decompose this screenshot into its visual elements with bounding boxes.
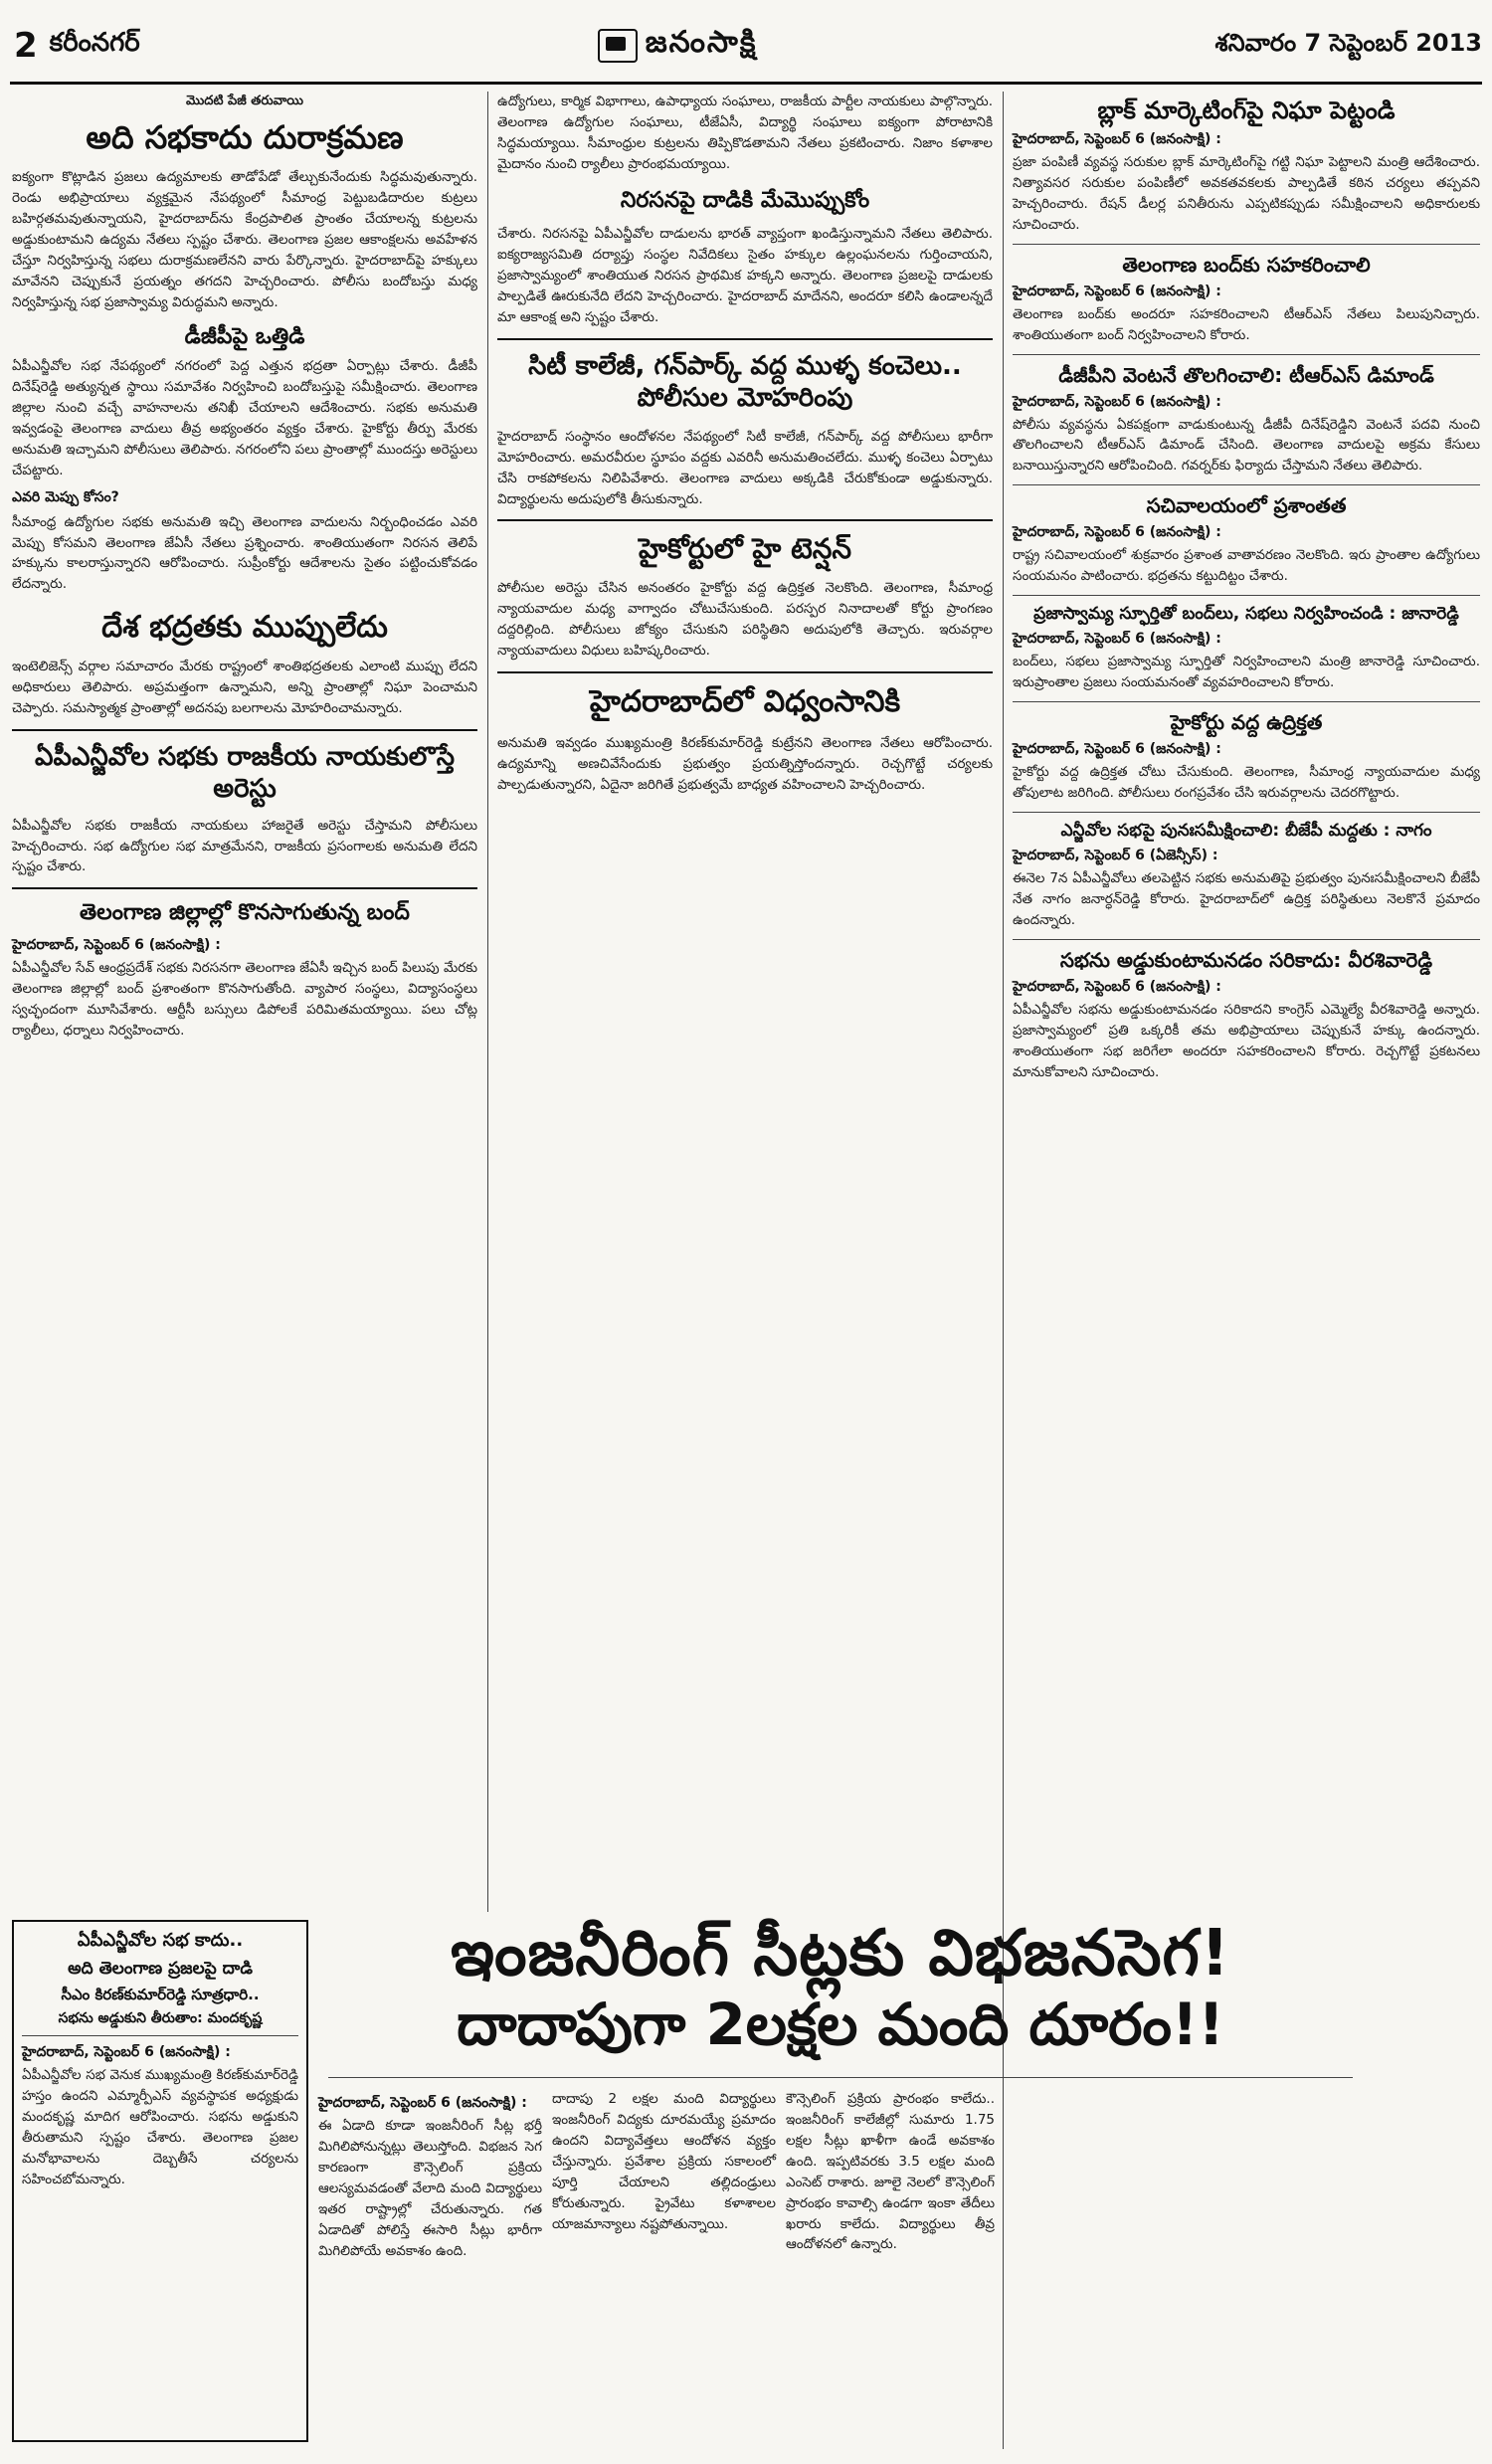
article-body: పోలీసుల అరెస్టు చేసిన అనంతరం హైకోర్టు వద్ద ఉద్రిక్తత నెలకొంది. తెలంగాణ, సీమాంధ్ర న్యాయవాదుల మధ్య వాగ్వాదం చోటుచేసుకుంది. పరస్పర నినాదాలతో కోర్టు ప్రాంగణం దద్దరిల్లింది. పోలీసులు జోక్యం చేసుకుని పరిస్థితిని అదుపులోకి తెచ్చారు. ఇరువర్గాల న్యాయవాదులు విధులు బహిష్కరించారు.	[497, 580, 993, 660]
dateline: హైదరాబాద్, సెప్టెంబర్ 6 (జనంసాక్షి) :	[1013, 741, 1221, 758]
masthead-logo-icon	[598, 29, 638, 63]
page-number: 2	[14, 26, 38, 66]
dateline: హైదరాబాద్, సెప్టెంబర్ 6 (జనంసాక్షి) :	[1013, 979, 1221, 996]
bottom-column-b	[552, 2089, 776, 2242]
divider	[12, 887, 477, 889]
masthead-title: జనంసాక్షి	[645, 25, 758, 60]
divider	[497, 338, 993, 340]
article-body: దాదాపు 2 లక్షల మంది విద్యార్థులు ఇంజనీరింగ్ విద్యకు దూరమయ్యే ప్రమాదం ఉందని విద్యావేత్తలు ఆందోళన వ్యక్తం చేస్తున్నారు. ప్రవేశాల ప్రక్రియ సకాలంలో పూర్తి చేయాలని తల్లిదండ్రులు కోరుతున్నారు. ప్రైవేటు కళాశాలల యాజమాన్యాలు నష్టపోతున్నాయి.	[552, 2091, 776, 2232]
sidebox-line: అది తెలంగాణ ప్రజలపై దాడి	[68, 1958, 253, 1979]
subheading: ఎవరి మెప్పు కోసం?	[12, 488, 119, 505]
article-body: రాష్ట్ర సచివాలయంలో శుక్రవారం ప్రశాంత వాతావరణం నెలకొంది. ఇరు ప్రాంతాల ఉద్యోగులు సంయమనం పాటించారు. భద్రతను కట్టుదిట్టం చేశారు.	[1013, 547, 1480, 585]
article-body: ప్రజా పంపిణీ వ్యవస్థ సరుకుల బ్లాక్ మార్కెటింగ్‌పై గట్టి నిఘా పెట్టాలని మంత్రి ఆదేశించారు. నిత్యావసర సరుకుల పంపిణీలో అవకతవకలకు పాల్పడితే కఠిన చర్యలు తప్పవని హెచ్చరించారు. రేషన్ డీలర్ల పనితీరును ఎప్పటికప్పుడు సమీక్షించాలని అధికారులకు సూచించారు.	[1013, 154, 1480, 233]
headline: ప్రజాస్వామ్య స్ఫూర్తితో బంద్‌లు, సభలు నిర్వహించండి : జానారెడ్డి	[1033, 604, 1459, 625]
article-body: ఐక్యంగా కొట్లాడిన ప్రజలు ఉద్యమాలకు తాడోపేడో తేల్చుకునేందుకు సిద్ధమవుతున్నారు. రెండు అభిప్రాయాలు వ్యక్తమైన నేపథ్యంలో సీమాంధ్ర పెట్టుబడిదారుల కుట్రలు బహిర్గతమవుతున్నాయని, హైదరాబాద్‌ను కేంద్రపాలిత ప్రాంతం చేయాలన్న కుట్రలను అడ్డుకుంటామని ఉద్యమ నేతలు స్పష్టం చేశారు. తెలంగాణ ప్రజల ఆకాంక్షలను అవహేళన చేస్తూ నిర్వహిస్తున్న సభలు దురాక్రమణలేనని వారు పేర్కొన్నారు. హైదరాబాద్‌పై హక్కులు మావేనని చెప్పుకునే ప్రయత్నం తగదని హెచ్చరించారు. పోలీసు బందోబస్తు మధ్య నిర్వహిస్తున్న సభ ప్రజాస్వామ్య విరుద్ధమని అన్నారు.	[12, 169, 477, 310]
column-rule	[487, 92, 488, 1912]
article-body: ఈనెల 7న ఏపీఎన్జీవోలు తలపెట్టిన సభకు అనుమతిపై ప్రభుత్వం పునఃసమీక్షించాలని బీజేపీ నేత నాగం జనార్ధన్‌రెడ్డి కోరారు. హైదరాబాద్‌లో ఉద్రిక్త పరిస్థితులు నెలకొనే ప్రమాదం ఉందన్నారు.	[1013, 870, 1480, 929]
article-body: హైదరాబాద్ సంస్థానం ఆందోళనల నేపథ్యంలో సిటీ కాలేజీ, గన్‌పార్క్ వద్ద పోలీసులు భారీగా మోహరించారు. అమరవీరుల స్థూపం వద్దకు ఎవరినీ అనుమతించలేదు. ముళ్ళ కంచెలు ఏర్పాటు చేసి రాకపోకలను నిలిపివేశారు. తెలంగాణ వాదులు అక్కడికి చేరుకోకుండా అడ్డుకున్నారు. విద్యార్థులను అదుపులోకి తీసుకున్నారు.	[497, 428, 993, 507]
divider	[1013, 595, 1480, 596]
divider	[12, 729, 477, 731]
headline: హైకోర్టు వద్ద ఉద్రిక్తత	[1170, 710, 1323, 735]
article-body: ఇంటెలిజెన్స్ వర్గాల సమాచారం మేరకు రాష్ట్రంలో శాంతిభద్రతలకు ఎలాంటి ముప్పు లేదని అధికారులు తెలిపారు. అప్రమత్తంగా ఉన్నామని, అన్ని ప్రాంతాల్లో నిఘా పెంచామని చెప్పారు. సమస్యాత్మక ప్రాంతాల్లో అదనపు బలగాలను మోహరించామన్నారు.	[12, 658, 477, 716]
dateline: హైదరాబాద్, సెప్టెంబర్ 6 (జనంసాక్షి) :	[318, 2095, 527, 2111]
article-body: పోలీసు వ్యవస్థను ఏకపక్షంగా వాడుకుంటున్న డీజీపీ దినేష్‌రెడ్డిని వెంటనే పదవి నుంచి తొలగించాలని టీఆర్ఎస్ డిమాండ్ చేసింది. తెలంగాణ వాదులపై అక్రమ కేసులు బనాయిస్తున్నారని ఆరోపించింది. గవర్నర్‌కు ఫిర్యాదు చేస్తామని నేతలు తెలిపారు.	[1013, 416, 1480, 474]
headline: తెలంగాణ బంద్‌కు సహకరించాలి	[1122, 252, 1371, 277]
divider	[1013, 939, 1480, 940]
headline: నిరసనపై దాడికి మేమొప్పుకోం	[620, 187, 870, 213]
article-body: ఏపీఎన్జీవోల సభ వెనుక ముఖ్యమంత్రి కిరణ్‌కుమార్‌రెడ్డి హస్తం ఉందని ఎమ్మార్పీఎస్ వ్యవస్థాపక అధ్యక్షుడు మందకృష్ణ మాదిగ ఆరోపించారు. సభను అడ్డుకుని తీరుతామని స్పష్టం చేశారు. తెలంగాణ ప్రజల మనోభావాలను దెబ్బతీసే చర్యలను సహించబోమన్నారు.	[22, 2067, 298, 2187]
divider	[22, 2035, 298, 2036]
banner-subheadline: దాదాపుగా 2లక్షల మంది దూరం!!	[457, 1990, 1224, 2058]
divider	[497, 671, 993, 673]
headline: సిటీ కాలేజీ, గన్‌పార్క్ వద్ద ముళ్ళ కంచెలు.. పోలీసుల మోహరింపు	[528, 350, 962, 414]
column-1	[12, 92, 477, 1049]
divider	[497, 519, 993, 521]
dateline: హైదరాబాద్, సెప్టెంబర్ 6 (జనంసాక్షి) :	[1013, 524, 1221, 541]
headline: సభను అడ్డుకుంటామనడం సరికాదు: వీరశివారెడ్డి	[1059, 948, 1433, 973]
sidebox-article	[12, 1920, 308, 2442]
dateline: హైదరాబాద్, సెప్టెంబర్ 6 (జనంసాక్షి) :	[22, 2044, 231, 2060]
article-body: తెలంగాణ బంద్‌కు అందరూ సహకరించాలని టీఆర్ఎస్ నేతలు పిలుపునిచ్చారు. శాంతియుతంగా బంద్ నిర్వహించాలని కోరారు.	[1013, 305, 1480, 343]
article-body: ఏపీఎన్జీవోల సేవ్ ఆంధ్రప్రదేశ్ సభకు నిరసనగా తెలంగాణ జేఏసీ ఇచ్చిన బంద్ పిలుపు మేరకు తెలంగాణ జిల్లాల్లో బంద్ ప్రశాంతంగా కొనసాగుతోంది. వ్యాపార సంస్థలు, విద్యాసంస్థలు స్వచ్ఛందంగా మూసివేశారు. ఆర్టీసీ బస్సులు డిపోలకే పరిమితమయ్యాయి. పలు చోట్ల ర్యాలీలు, ధర్నాలు నిర్వహించారు.	[12, 959, 477, 1039]
article-body: హైకోర్టు వద్ద ఉద్రిక్తత చోటు చేసుకుంది. తెలంగాణ, సీమాంధ్ర న్యాయవాదుల మధ్య తోపులాట జరిగింది. పోలీసులు రంగప్రవేశం చేసి ఇరువర్గాలను చెదరగొట్టారు.	[1013, 764, 1480, 802]
banner-article	[328, 1918, 1353, 2078]
article-body: ఏపీఎన్జీవోల సభకు రాజకీయ నాయకులు హాజరైతే అరెస్టు చేస్తామని పోలీసులు హెచ్చరించారు. సభ ఉద్యోగుల సభ మాత్రమేనని, రాజకీయ ప్రసంగాలకు అనుమతి లేదని స్పష్టం చేశారు.	[12, 817, 477, 875]
headline: హైకోర్టులో హై టెన్షన్	[638, 532, 852, 566]
headline: డీజీపీని వెంటనే తొలగించాలి: టీఆర్ఎస్ డిమాండ్	[1058, 362, 1434, 387]
header-left	[10, 26, 140, 66]
bottom-column-a	[318, 2089, 542, 2269]
masthead	[598, 25, 758, 67]
article-body: కౌన్సెలింగ్ ప్రక్రియ ప్రారంభం కాలేదు.. ఇంజనీరింగ్ కాలేజీల్లో సుమారు 1.75 లక్షల సీట్లు ఖాళీగా ఉండే అవకాశం ఉంది. ఇప్పటివరకు 3.5 లక్షల మంది ఎంసెట్ రాశారు. జూలై నెలలో కౌన్సెలింగ్ ప్రారంభం కావాల్సి ఉండగా ఇంకా తేదీలు ఖరారు కాలేదు. విద్యార్థులు తీవ్ర ఆందోళనలో ఉన్నారు.	[786, 2091, 995, 2253]
article-body: ఏపీఎన్జీవోల సభ నేపథ్యంలో నగరంలో పెద్ద ఎత్తున భద్రతా ఏర్పాట్లు చేశారు. డీజీపీ దినేష్‌రెడ్డి అత్యున్నత స్థాయి సమావేశం నిర్వహించి బందోబస్తుపై సమీక్షించారు. తెలంగాణ జిల్లాల నుంచి వచ్చే వాహనాలను తనిఖీ చేయాలని ఆదేశించారు. సభకు అనుమతి ఇవ్వడంపై తెలంగాణ వాదులు తీవ్ర అభ్యంతరం వ్యక్తం చేశారు. హైకోర్టు తీర్పు మేరకు అనుమతి ఇచ్చామని పోలీసులు తెలిపారు. నగరంలోని పలు ప్రాంతాల్లో ముందస్తు అరెస్టులు చేపట్టారు.	[12, 358, 477, 478]
column-3	[1013, 92, 1480, 1091]
headline-col1-main: అది సభకాదు దురాక్రమణ	[86, 118, 404, 157]
dateline: హైదరాబాద్, సెప్టెంబర్ 6 (జనంసాక్షి) :	[12, 936, 221, 953]
article-body: ఉద్యోగులు, కార్మిక విభాగాలు, ఉపాధ్యాయ సంఘాలు, రాజకీయ పార్టీల నాయకులు పాల్గొన్నారు. తెలంగాణ ఉద్యోగుల సంఘాలు, టీజేఏసీ, విద్యార్థి సంఘాలు ఐక్యంగా పోరాటానికి సిద్ధమయ్యాయి. సీమాంధ్రుల కుట్రలను తిప్పికొడతామని నేతలు ప్రకటించారు. నిజాం కళాశాల మైదానం నుంచి ర్యాలీలు ప్రారంభమయ్యాయి.	[497, 94, 993, 172]
divider	[1013, 354, 1480, 355]
article-body: సీమాంధ్ర ఉద్యోగుల సభకు అనుమతి ఇచ్చి తెలంగాణ వాదులను నిర్బంధించడం ఎవరి మెప్పు కోసమని తెలంగాణ జేఏసీ నేతలు ప్రశ్నించారు. శాంతియుతంగా నిరసన తెలిపే హక్కును కాలరాస్తున్నారని ఆరోపించారు. సుప్రీంకోర్టు ఆదేశాలను సైతం పట్టించుకోవడం లేదన్నారు.	[12, 513, 477, 593]
dateline: హైదరాబాద్, సెప్టెంబర్ 6 (ఏజెన్సీస్) :	[1013, 848, 1218, 864]
sidebox-line: సభను అడ్డుకుని తీరుతాం: మందకృష్ణ	[58, 2009, 263, 2026]
dateline: హైదరాబాద్, సెప్టెంబర్ 6 (జనంసాక్షి) :	[1013, 283, 1221, 299]
headline: హైదరాబాద్‌లో విధ్వంసానికి	[589, 684, 901, 720]
article-body: బంద్‌లు, సభలు ప్రజాస్వామ్య స్ఫూర్తితో నిర్వహించాలని మంత్రి జానారెడ్డి సూచించారు. ఇరుప్రాంతాల ప్రజలు సంయమనంతో వ్యవహరించాలని కోరారు.	[1013, 654, 1480, 691]
headline: బ్లాక్ మార్కెటింగ్‌పై నిఘా పెట్టండి	[1097, 96, 1396, 124]
dateline: హైదరాబాద్, సెప్టెంబర్ 6 (జనంసాక్షి) :	[1013, 393, 1221, 410]
sidebox-line: సీఎం కిరణ్‌కుమార్‌రెడ్డి సూత్రధారి..	[61, 1985, 260, 2003]
edition-city: కరీంనగర్	[49, 28, 140, 58]
headline: దేశ భద్రతకు ముప్పులేదు	[101, 610, 388, 646]
banner-headline: ఇంజనీరింగ్ సీట్లకు విభజనసెగ!	[450, 1917, 1231, 1990]
headline: ఎన్జీవోల సభపై పునఃసమీక్షించాలి: బీజేపీ మద్దతు : నాగం	[1060, 821, 1432, 842]
article-body: అనుమతి ఇవ్వడం ముఖ్యమంత్రి కిరణ్‌కుమార్‌రెడ్డి కుట్రేనని తెలంగాణ నేతలు ఆరోపించారు. ఉద్యమాన్ని అణచివేసేందుకు ప్రభుత్వం ప్రయత్నిస్తోందన్నారు. రెచ్చగొట్టే చర్యలకు పాల్పడుతున్నారని, ఏదైనా జరిగితే ప్రభుత్వమే బాధ్యత వహించాలని హెచ్చరించారు.	[497, 734, 993, 793]
sidebox-line: ఏపీఎన్జీవోల సభ కాదు..	[77, 1930, 244, 1951]
bottom-column-c	[786, 2089, 995, 2263]
column-2	[497, 92, 993, 803]
article-body: ఈ ఏడాది కూడా ఇంజనీరింగ్ సీట్ల భర్తీ మిగిలిపోనున్నట్లు తెలుస్తోంది. విభజన సెగ కారణంగా కౌన్సెలింగ్ ప్రక్రియ ఆలస్యమవడంతో వేలాది మంది విద్యార్థులు ఇతర రాష్ట్రాల్లో చేరుతున్నారు. గత ఏడాదితో పోలిస్తే ఈసారి సీట్లు భారీగా మిగిలిపోయే అవకాశం ఉంది.	[318, 2118, 542, 2259]
divider	[1013, 701, 1480, 702]
headline: తెలంగాణ జిల్లాల్లో కొనసాగుతున్న బంద్	[80, 900, 410, 926]
dateline: హైదరాబాద్, సెప్టెంబర్ 6 (జనంసాక్షి) :	[1013, 131, 1221, 147]
page-header	[10, 10, 1482, 85]
column-rule	[1003, 92, 1004, 2449]
divider	[1013, 244, 1480, 245]
article-body: చేశారు. నిరసనపై ఏపీఎన్జీవోల దాడులను భారత్ వ్యాప్తంగా ఖండిస్తున్నామని నేతలు తెలిపారు. ఐక్యరాజ్యసమితి దర్యాప్తు సంస్థల నివేదికలు సైతం హక్కుల ఉల్లంఘనలను గుర్తించాయని, ప్రజాస్వామ్యంలో శాంతియుత నిరసన ప్రాథమిక హక్కని అన్నారు. తెలంగాణ ప్రజలపై దాడులకు పాల్పడితే ఊరుకునేది లేదని హెచ్చరించారు. హైదరాబాద్ మాదేనని, అందరూ కలిసి ఉండాలన్నదే మా ఆకాంక్ష అని స్పష్టం చేశారు.	[497, 226, 993, 325]
dateline: హైదరాబాద్, సెప్టెంబర్ 6 (జనంసాక్షి) :	[1013, 631, 1221, 648]
divider	[1013, 812, 1480, 813]
divider	[1013, 484, 1480, 485]
subheading: డీజీపీపై ఒత్తిడి	[184, 323, 305, 349]
headline: సచివాలయంలో ప్రశాంతత	[1146, 493, 1347, 518]
continued-kicker: మొదటి పేజీ తరువాయి	[186, 94, 303, 108]
headline: ఏపీఎన్జీవోల సభకు రాజకీయ నాయకులొస్తే అరెస్టు	[35, 741, 455, 805]
issue-date: శనివారం 7 సెప్టెంబర్ 2013	[1214, 29, 1482, 57]
article-body: ఏపీఎన్జీవోల సభను అడ్డుకుంటామనడం సరికాదని కాంగ్రెస్ ఎమ్మెల్యే వీరశివారెడ్డి అన్నారు. ప్రజాస్వామ్యంలో ప్రతి ఒక్కరికీ తమ అభిప్రాయాలు చెప్పుకునే హక్కు ఉందన్నారు. శాంతియుతంగా సభ జరిగేలా అందరూ సహకరించాలని కోరారు. రెచ్చగొట్టే ప్రకటనలు మానుకోవాలని సూచించారు.	[1013, 1002, 1480, 1080]
